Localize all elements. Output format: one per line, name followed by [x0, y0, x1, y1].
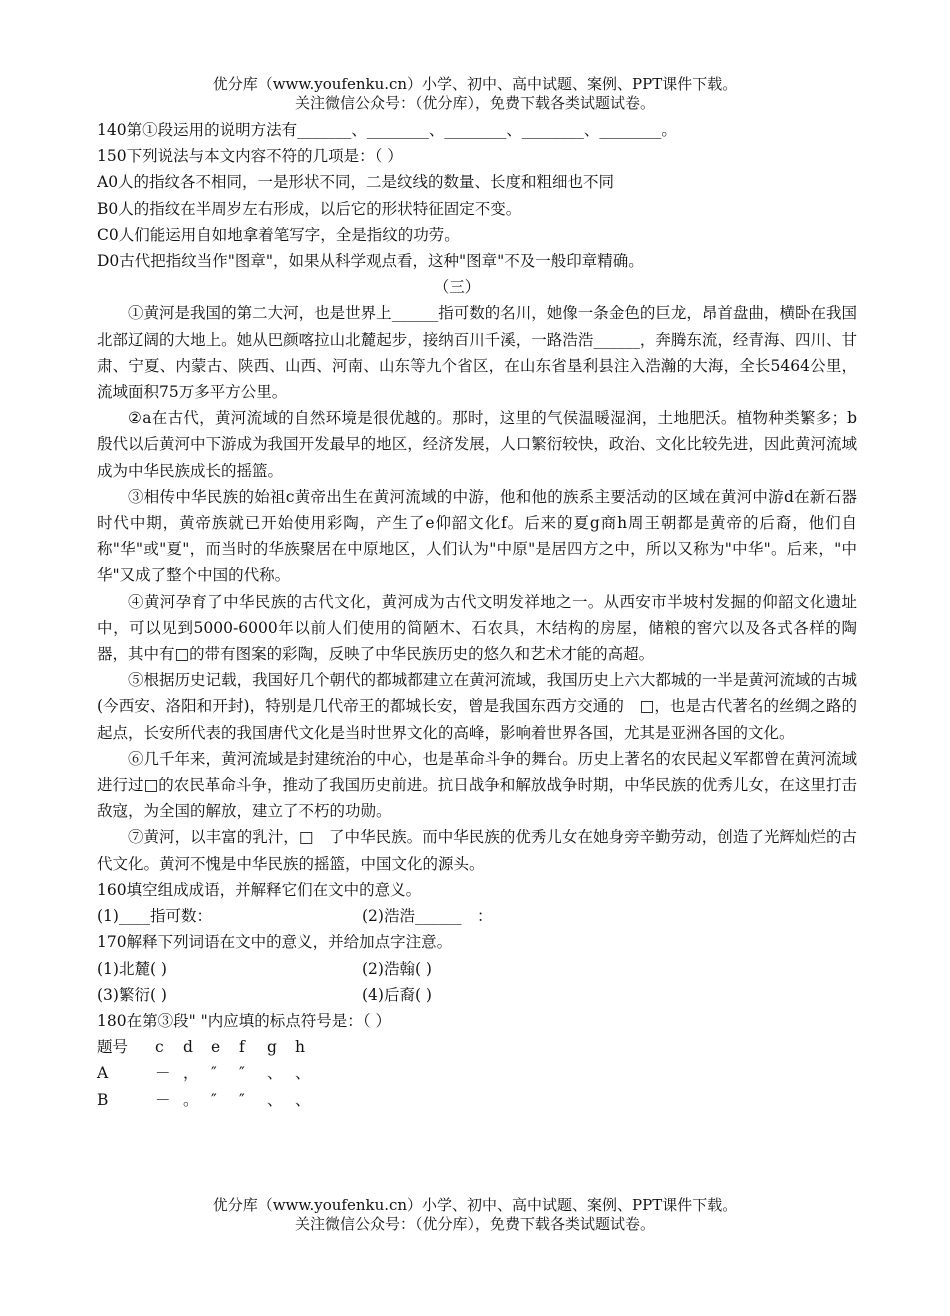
- question-17-item-2: (2)浩翰( ): [362, 959, 432, 978]
- question-16-item-1: (1)____指可数：: [97, 907, 212, 926]
- option-d: D0古代把指纹当作"图章"，如果从科学观点看，这种"图章"不及一般印章精确。: [97, 252, 644, 271]
- table-cell: B: [97, 1090, 109, 1109]
- question-17: 170解释下列词语在文中的意义，并给加点字注意。: [97, 933, 453, 952]
- question-17-row-2: [97, 982, 857, 1008]
- question-14: 140第①段运用的说明方法有_______、________、________、________、________。: [97, 121, 677, 139]
- paragraph-2: ②a在古代，黄河流域的自然环境是很优越的。那时，这里的气侯温暖湿润，土地肥沃。植物种类繁多；b殷代以后黄河中下游成为我国开发最早的地区，经济发展，人口繁衍较快，政治、文化比较先进，因此黄河流域成为中华民族成长的摇篮。: [97, 409, 857, 480]
- table-cell: A: [97, 1064, 109, 1083]
- paragraph-5: ⑤根据历史记载，我国好几个朝代的都城都建立在黄河流域，我国历史上六大都城的一半是黄河流域的古城(今西安、洛阳和开封)，特别是几代帝王的都城长安，曾是我国东西方交通的 □，也是古代著名的丝绸之路的起点，长安所代表的我国唐代文化是当时世界文化的高峰，影响着世界各国，尤其是亚洲各国的文化。: [97, 671, 857, 742]
- paragraph-4: ④黄河孕育了中华民族的古代文化，黄河成为古代文明发祥地之一。从西安市半坡村发掘的仰韶文化遗址中，可以见到5000-6000年以前人们使用的简陋木、石农具，木结构的房屋，储粮的窖穴以及各式各样的陶器，其中有□的带有图案的彩陶，反映了中华民族历史的悠久和艺术才能的高超。: [97, 592, 857, 664]
- question-17-row-1: [97, 956, 857, 982]
- table-cell: ″: [239, 1064, 245, 1083]
- table-cell: 。: [183, 1090, 199, 1109]
- question-15: 150下列说法与本文内容不符的几项是：（ ）: [97, 147, 403, 166]
- header-line-1: 优分库（www.youfenku.cn）小学、初中、高中试题、案例、PPT课件下载。: [212, 75, 738, 93]
- table-cell: 、: [267, 1090, 283, 1109]
- page-header: [0, 75, 950, 113]
- table-cell: g: [267, 1038, 277, 1057]
- header-line-2: 关注微信公众号：（优分库），免费下载各类试题试卷。: [294, 94, 655, 112]
- question-17-item-1: (1)北麓( ): [97, 959, 167, 978]
- option-b: B0人的指纹在半周岁左右形成，以后它的形状特征固定不变。: [97, 199, 522, 218]
- table-cell: c: [155, 1038, 164, 1057]
- answer-table-row-a: [97, 1060, 857, 1086]
- answer-table-header-row: [97, 1034, 857, 1060]
- answer-table-row-b: [97, 1087, 857, 1113]
- question-16-item-2: (2)浩浩______ ：: [362, 907, 493, 926]
- table-cell: d: [183, 1038, 193, 1057]
- table-cell: 、: [267, 1064, 283, 1083]
- question-17-item-3: (3)繁衍( ): [97, 985, 167, 1004]
- paragraph-6: ⑥几千年来，黄河流域是封建统治的中心，也是革命斗争的舞台。历史上著名的农民起义军都曾在黄河流域进行过□的农民革命斗争，推动了我国历史前进。抗日战争和解放战争时期，中华民族的优秀儿女，在这里打击敌寇，为全国的解放，建立了不朽的功勋。: [97, 749, 857, 821]
- table-cell: 、: [295, 1090, 311, 1109]
- table-cell: h: [295, 1038, 305, 1057]
- paragraph-3: ③相传中华民族的始祖c黄帝出生在黄河流域的中游，他和他的族系主要活动的区域在黄河中游d在新石器时代中期，黄帝族就已开始使用彩陶，产生了e仰韶文化f。后来的夏g商h周王朝都是黄帝的后裔，他们自称"华"或"夏"，而当时的华族聚居在中原地区，人们认为"中原"是居四方之中，所以又称为"中华"。后来，"中华"又成了整个中国的代称。: [97, 487, 857, 585]
- option-c: C0人们能运用自如地拿着笔写字，全是指纹的功劳。: [97, 225, 460, 244]
- table-cell: ，: [183, 1064, 199, 1083]
- question-17-item-4: (4)后裔( ): [362, 985, 432, 1004]
- paragraph-1: ①黄河是我国的第二大河，也是世界上______指可数的名川，她像一条金色的巨龙，昂首盘曲，横卧在我国北部辽阔的大地上。她从巴颜喀拉山北麓起步，接纳百川千溪，一路浩浩______，奔腾东流，经青海、四川、甘肃、宁夏、内蒙古、陕西、山西、河南、山东等九个省区，在山东省垦利县注入浩瀚的大海，全长5464公里，流域面积75万多平方公里。: [97, 304, 857, 402]
- table-cell: f: [239, 1038, 245, 1057]
- table-cell: e: [211, 1038, 221, 1057]
- table-cell: 、: [295, 1064, 311, 1083]
- table-cell: ″: [211, 1090, 217, 1109]
- table-cell: －: [155, 1090, 171, 1109]
- section-title: （三）: [433, 278, 481, 297]
- table-cell: ″: [239, 1090, 245, 1109]
- footer-line-1: 优分库（www.youfenku.cn）小学、初中、高中试题、案例、PPT课件下载。: [212, 1196, 738, 1214]
- page-footer: [0, 1196, 950, 1234]
- footer-line-2: 关注微信公众号：（优分库），免费下载各类试题试卷。: [294, 1215, 655, 1233]
- question-16: 160填空组成成语，并解释它们在文中的意义。: [97, 880, 422, 899]
- table-cell: ″: [211, 1064, 217, 1083]
- paragraph-7: ⑦黄河，以丰富的乳汁，□ 了中华民族。而中华民族的优秀儿女在她身旁辛勤劳动，创造了光辉灿烂的古代文化。黄河不愧是中华民族的摇篮，中国文化的源头。: [97, 828, 857, 873]
- document-body: [97, 117, 857, 1113]
- table-cell: －: [155, 1064, 171, 1083]
- question-16-items: [97, 903, 857, 929]
- table-cell: 题号: [97, 1038, 129, 1057]
- option-a: A0人的指纹各不相同，一是形状不同，二是纹线的数量、长度和粗细也不同: [97, 173, 615, 192]
- question-18: 180在第③段" "内应填的标点符号是：（ ）: [97, 1011, 391, 1030]
